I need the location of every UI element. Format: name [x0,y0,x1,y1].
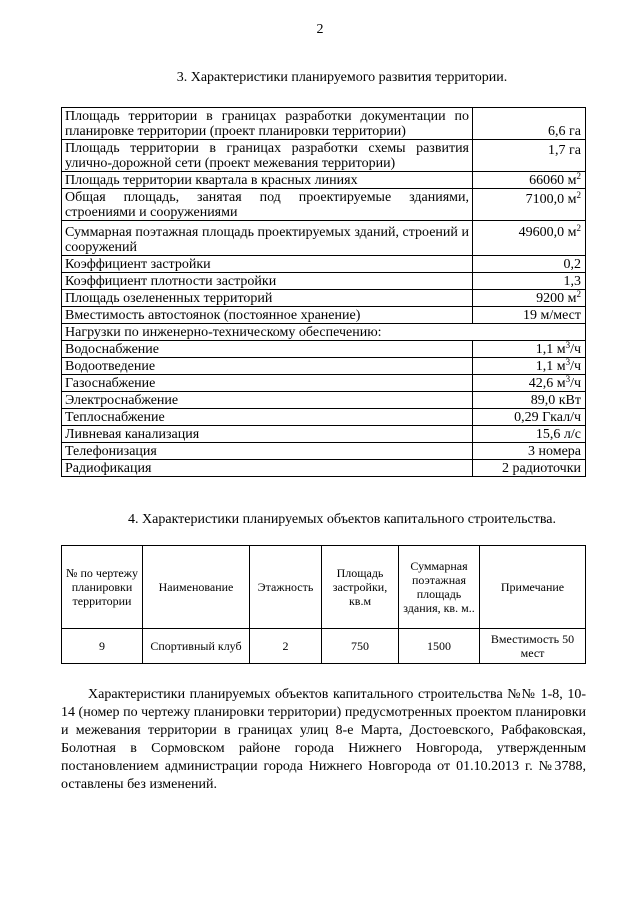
row-value: 42,6 $м^3/ч$ [473,375,586,392]
table-row [62,172,586,189]
table-header-row [62,546,586,629]
column-header: Площадь застройки, кв.м [322,546,399,629]
row-label: Площадь территории в границах разработки документации по планировке территории (проект планировки территории) [62,108,473,140]
row-value: 49600,0 $м^2$ [473,221,586,256]
row-label: Площадь территории в границах разработки схемы развития улично-дорожной сети (проект межевания территории) [62,140,473,172]
row-label: Коэффициент плотности застройки [62,273,473,290]
row-label: Телефонизация [62,443,473,460]
table-cell: Спортивный клуб [143,629,250,664]
table-cell: Вместимость 50 мест [480,629,586,664]
table-cell: 1500 [399,629,480,664]
row-value: 9200 $м^2$ [473,290,586,307]
row-label: Газоснабжение [62,375,473,392]
column-header: Суммарная поэтажная площадь здания, кв. м.. [399,546,480,629]
table-row [62,409,586,426]
row-label: Теплоснабжение [62,409,473,426]
row-value: 66060 $м^2$ [473,172,586,189]
table-row [62,324,586,341]
section-4-title: 4. Характеристики планируемых объектов капитального строительства. [128,512,556,527]
row-value: 1,1 $м^3/ч$ [473,358,586,375]
table-cell: 9 [62,629,143,664]
closing-paragraph: Характеристики планируемых объектов капитального строительства №№ 1-8, 10-14 (номер по чертежу планировки территории) предусмотренных проектом планировки и межевания территории в границах улиц 8-е Марта, Достоевского, Рабфаковская, Болотная в Сормовском районе города Нижнего Новгорода, утвержденным постановлением администрации города Нижнего Новгорода от 01.10.2013 г. №3788, оставлены без изменений. [61,687,586,792]
column-header: № по чертежу планировки территории [62,546,143,629]
row-value: 15,6 л/с [473,426,586,443]
table-row [62,341,586,358]
row-value: 0,29 Гкал/ч [473,409,586,426]
row-label: Радиофикация [62,460,473,477]
column-header: Наименование [143,546,250,629]
table-row [62,256,586,273]
row-label: Водоотведение [62,358,473,375]
row-label: Площадь территории квартала в красных линиях [62,172,473,189]
table-cell: 750 [322,629,399,664]
table-row [62,460,586,477]
engineering-loads-heading: Нагрузки по инженерно-техническому обеспечению: [62,324,586,341]
row-value: 3 номера [473,443,586,460]
row-value: 1,3 [473,273,586,290]
table-row [62,108,586,140]
row-label: Суммарная поэтажная площадь проектируемых зданий, строений и сооружений [62,221,473,256]
row-value: 89,0 кВт [473,392,586,409]
page-number: 2 [316,22,324,37]
table-row [62,375,586,392]
table-row [62,140,586,172]
row-label: Общая площадь, занятая под проектируемые зданиями, строениями и сооружениями [62,189,473,221]
column-header: Примечание [480,546,586,629]
row-value: 7100,0 $м^2$ [473,189,586,221]
row-label: Ливневая канализация [62,426,473,443]
section-3-title: 3. Характеристики планируемого развития территории. [176,70,508,85]
table-cell: 2 [250,629,322,664]
table-row [62,358,586,375]
table-row [62,307,586,324]
row-label: Коэффициент застройки [62,256,473,273]
table-row [62,273,586,290]
row-value: 19 м/мест [473,307,586,324]
table-row [62,189,586,221]
row-label: Электроснабжение [62,392,473,409]
table-row [62,392,586,409]
table-row [62,426,586,443]
row-value: 0,2 [473,256,586,273]
table-row [62,221,586,256]
row-label: Площадь озелененных территорий [62,290,473,307]
capital-construction-objects-table [61,545,586,664]
row-value: 1,7 га [473,140,586,172]
row-label: Водоснабжение [62,341,473,358]
row-value: 1,1 $м^3/ч$ [473,341,586,358]
row-label: Вместимость автостоянок (постоянное хранение) [62,307,473,324]
row-value: 2 радиоточки [473,460,586,477]
row-value: 6,6 га [473,108,586,140]
territory-characteristics-table [61,107,586,477]
table-row [62,443,586,460]
table-row [62,629,586,664]
column-header: Этажность [250,546,322,629]
table-row [62,290,586,307]
